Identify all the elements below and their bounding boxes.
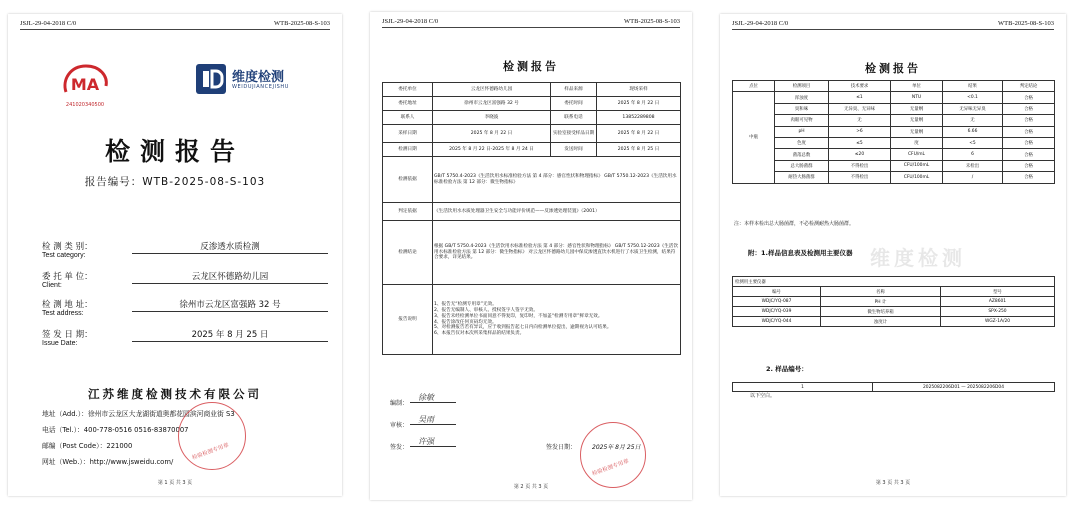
conclusion-value: 根据 GB/T 5750.4-2023《生活饮用水标准检验方法 第 4 部分：感官性状和物理指标》 GB/T 5750.12-2023《生活饮用水标准检验方法 第 12 部分：微生物指标》 对云龙区怀德路幼儿园中保反渗透直饮水机进行了水质卫生检测，结果符合要求，详见结果。 [433,221,681,285]
column-header: 编号 [733,287,821,297]
instrument-table [732,276,1055,327]
table-cell: 无 [829,115,891,126]
table-cell: 色度 [775,137,829,148]
table-row [383,285,681,355]
table-cell: ≤20 [829,149,891,160]
table-cell: 2025 年 8 月 25 日 [597,143,681,157]
table-cell: 臭和味 [775,103,829,114]
cma-logo-text: MA [70,75,100,94]
field-value-client: 云龙区怀德路幼儿园 [132,270,328,284]
table-cell: 无异臭、无异味 [829,103,891,114]
table-cell: 总大肠菌群 [775,160,829,171]
company-postcode: 邮编（Post Code）：221000 [42,442,133,450]
note-line: 5、对检测报告若有异议，应于收到报告起七日内向检测单位提出，逾期视为认可结果。 [434,325,612,331]
table-row [733,277,1055,287]
table-cell: / [943,172,1003,183]
table-row [733,160,1055,171]
table-cell: 现场采样 [597,83,681,97]
table-row [383,143,681,157]
table-cell: 浑浊度 [775,92,829,103]
cma-logo-icon [60,62,110,100]
report-code: WTB-2025-08-S-103 [624,18,680,25]
table-cell: 合格 [1003,149,1055,160]
table-cell: CFU/100mL [891,172,943,183]
instrument-table-title: 检测用主要仪器 [733,277,1055,287]
report-title: 检测报告 [503,60,559,73]
table-cell: 合格 [1003,172,1055,183]
column-header: 检测项目 [775,81,829,92]
table-row [733,92,1055,103]
reviewer-signature: 吴雨 [418,415,434,424]
column-header: 点位 [733,81,775,92]
page-footer: 第 2 页 共 3 页 [513,484,549,490]
table-row [383,97,681,111]
table-row [383,111,681,125]
report-title: 检测报告 [104,137,245,166]
report-code: WTB-2025-08-S-103 [998,20,1054,27]
table-cell: 2025 年 8 月 22 日 [597,97,681,111]
table-cell: 合格 [1003,92,1055,103]
table-cell: 2025 年 8 月 22 日 [433,125,551,143]
form-code: JSJL-29-04-2018 C/0 [20,20,77,27]
table-cell: 徐州市云龙区富强路 32 号 [433,97,551,111]
page-header [732,20,1054,30]
table-row [733,317,1055,327]
seal-stamp [580,422,646,488]
field-value-issue-date: 2025 年 8 月 25 日 [132,328,328,342]
table-cell: 合格 [1003,103,1055,114]
table-cell: WDJC/YQ-044 [733,317,821,327]
field-label-category: 检 测 类 别： [42,242,93,252]
table-cell: 委托地址 [383,97,433,111]
field-en-address: Test address: [42,310,84,317]
table-cell: AZ8601 [941,297,1055,307]
table-header-row [733,81,1055,92]
report-title: 检测报告 [865,62,921,75]
table-row [733,307,1055,317]
column-header: 技术要求 [829,81,891,92]
column-header: 结果 [943,81,1003,92]
table-cell: 合格 [1003,160,1055,171]
table-cell: 合格 [1003,126,1055,137]
brand-name: 维度检测 [232,70,285,85]
table-cell: <5 [943,137,1003,148]
table-row [733,383,1055,392]
table-cell: CFU/mL [891,149,943,160]
table-row [733,126,1055,137]
page-footer: 第 1 页 共 3 页 [157,480,193,486]
table-row [383,125,681,143]
table-row [733,172,1055,183]
company-address: 地址（Add.）：徐州市云龙区大龙湖街道奥都花园滨河商业街 S3 [42,410,235,418]
table-cell: 无量纲 [891,126,943,137]
table-cell: 无异味无异臭 [943,103,1003,114]
company-phone: 电话（Tel.）：400-778-0516 0516-83870007 [42,426,189,434]
table-cell: 耐热大肠菌群 [775,172,829,183]
table-cell: >6 [829,126,891,137]
note-line: 6、本报告仅对本次所采集样品的结果负责。 [434,331,525,337]
field-label-address: 检 测 地 址： [42,300,93,310]
basis-label: 检测依据 [383,157,433,203]
report-number: 报告编号：WTB-2025-08-S-103 [84,176,266,188]
form-code: JSJL-29-04-2018 C/0 [382,18,439,25]
column-header: 型号 [941,287,1055,297]
appendix-title: 附：1.样品信息表及检测用主要仪器 [748,249,853,257]
issue-date-value: 2025年 8月 25日 [592,444,641,451]
field-value-category: 反渗透水质检测 [132,240,328,254]
table-cell: ≤1 [829,92,891,103]
table-cell: 不得检出 [829,160,891,171]
table-cell: 委托时间 [551,97,597,111]
table-cell: 李晓波 [433,111,551,125]
info-table [382,82,681,355]
table-cell: 不得检出 [829,172,891,183]
table-cell: 微生物培养箱 [821,307,941,317]
table-cell: 2025 年 8 月 22 日 [597,125,681,143]
sample-ids: 2025082206D01 — 2025082206D04 [873,383,1055,392]
company-website: 网址（Web.）：http://www.jsweidu.com/ [42,458,174,466]
table-header-row [733,287,1055,297]
table-cell: 合格 [1003,137,1055,148]
table-cell: WDJC/YQ-039 [733,307,821,317]
info-page [370,12,692,500]
table-cell: 发送时间 [551,143,597,157]
table-cell: 无量纲 [891,103,943,114]
sample-index: 1 [733,383,873,392]
table-cell: 样品来源 [551,83,597,97]
notes-value [433,285,681,355]
field-en-issue-date: Issue Date: [42,340,78,347]
table-cell: 未检出 [943,160,1003,171]
table-cell: 检测日期 [383,143,433,157]
results-note: 注：本样本检出总大肠菌群，不必检测耐热大肠菌群。 [734,221,855,227]
field-label-issue-date: 签 发 日 期： [42,330,93,340]
column-header: 名称 [821,287,941,297]
seal-stamp-text: 检验检测专用章 [191,442,230,462]
note-line: 4、报告涂改任何页码均无效。 [434,319,497,325]
table-row [383,221,681,285]
table-cell: PH 计 [821,297,941,307]
judge-label: 判定依据 [383,203,433,221]
table-cell: 实验室接受样品日期 [551,125,597,143]
issue-date-label: 签发日期： [546,444,577,451]
watermark: 维度检测 [870,246,966,270]
weidu-logo-icon [196,64,226,94]
table-cell: 委托单位 [383,83,433,97]
notes-label: 报告说明 [383,285,433,355]
cma-number: 241020340500 [65,102,105,108]
table-cell: 6 [943,149,1003,160]
field-en-category: Test category: [42,252,86,259]
table-cell: SPX-250 [941,307,1055,317]
judge-value: 《生活饮用水水质处理器卫生安全与功能评价规范——反渗透处理装置》（2001） [433,203,681,221]
results-page [720,14,1066,496]
table-row [383,157,681,203]
form-code: JSJL-29-04-2018 C/0 [732,20,789,27]
table-cell: 度 [891,137,943,148]
field-value-address: 徐州市云龙区富强路 32 号 [132,298,328,312]
table-cell: pH [775,126,829,137]
page-footer: 第 3 页 共 3 页 [875,480,911,486]
seal-stamp [178,402,246,470]
page-header [382,18,680,28]
table-cell: 无 [943,115,1003,126]
table-row [733,297,1055,307]
table-cell: 合格 [1003,115,1055,126]
editor-label: 编制： [390,400,409,407]
table-cell: NTU [891,92,943,103]
issuer-label: 签发： [390,444,409,451]
table-row [733,103,1055,114]
table-cell: 无量纲 [891,115,943,126]
table-row [733,115,1055,126]
table-cell: 2025 年 8 月 22 日-2025 年 8 月 24 日 [433,143,551,157]
sample-table [732,382,1055,392]
cover-page [8,14,342,496]
table-row [383,83,681,97]
basis-value: GB/T 5750.4-2023《生活饮用水标准检验方法 第 4 部分：感官性状和物理指标》 GB/T 5750.12-2023《生活饮用水标准检验方法 第 12 部分：微生物指标》 [433,157,681,203]
company-name: 江苏维度检测技术有限公司 [88,387,262,401]
sample-section-title: 2. 样品编号： [766,365,808,373]
reviewer-label: 审核： [390,422,409,429]
seal-stamp-text: 检验检测专用章 [591,458,630,478]
table-cell: 6.66 [943,126,1003,137]
table-cell: WGZ-1A/20 [941,317,1055,327]
table-row [733,149,1055,160]
column-header: 判定结论 [1003,81,1055,92]
table-cell: CFU/100mL [891,160,943,171]
note-line: 1、报告无“检测专用章”无效。 [434,301,497,307]
editor-signature: 徐敏 [418,393,434,402]
table-cell: WDJC/YQ-087 [733,297,821,307]
table-cell: ≤5 [829,137,891,148]
note-line: 3、报告未经检测单位书面同意不得复印，复印时，不加盖“检测专用章”鲜章无效。 [434,313,603,319]
conclusion-label: 检测结论 [383,221,433,285]
end-marker: 以下空白。 [750,393,776,399]
issuer-signature: 许强 [418,437,434,446]
table-cell: <0.1 [943,92,1003,103]
table-cell: 浊度计 [821,317,941,327]
table-cell: 云龙区怀德路幼儿园 [433,83,551,97]
field-label-client: 委 托 单 位： [42,272,93,282]
brand-subtitle: WEIDUJIANCEJISHU [232,84,289,90]
table-cell: 联系人 [383,111,433,125]
table-row [383,203,681,221]
results-table [732,80,1055,184]
site-cell: 中瓶 [733,92,775,183]
table-cell: 菌落总数 [775,149,829,160]
report-code: WTB-2025-08-S-103 [274,20,330,27]
field-en-client: Client: [42,282,62,289]
column-header: 单位 [891,81,943,92]
table-cell: 联系电话 [551,111,597,125]
table-row [733,137,1055,148]
table-cell: 13852289808 [597,111,681,125]
table-cell: 采样日期 [383,125,433,143]
table-cell: 肉眼可见物 [775,115,829,126]
note-line: 2、报告无编制人、审核人、授权签字人签字无效。 [434,307,538,313]
page-header [20,20,330,30]
